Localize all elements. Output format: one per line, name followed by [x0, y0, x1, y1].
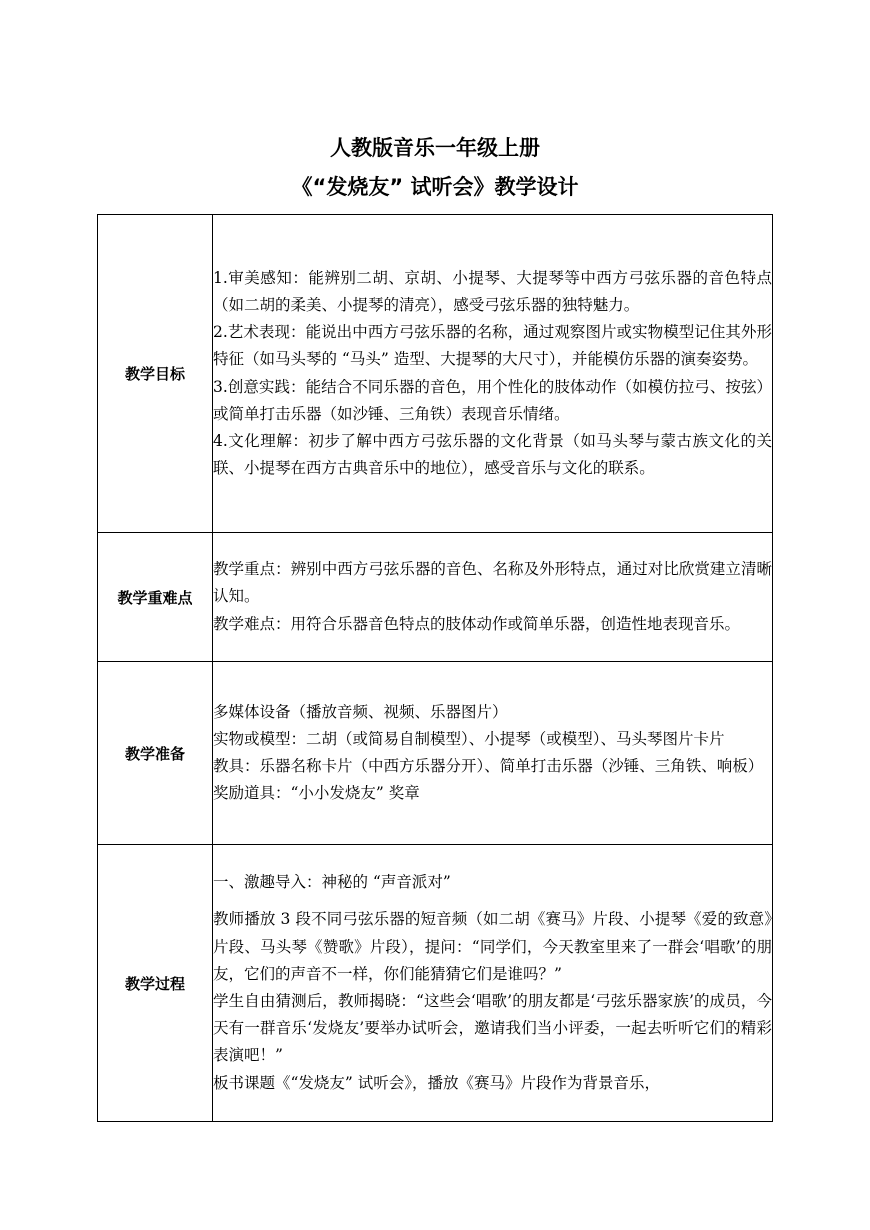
key-point-item: 教学重点：辨别中西方弓弦乐器的音色、名称及外形特点，通过对比欣赏建立清晰认知。 [213, 560, 772, 606]
row-preparation [98, 662, 773, 845]
process-item: 教师播放 3 段不同弓弦乐器的短音频（如二胡《赛马》片段、小提琴《爱的致意》片段、马头琴《赞歌》片段），提问：“同学们，今天教室里来了一群会‘唱歌’的朋友，它们的声音不一样，你们能猜猜它们是谁吗？” [213, 910, 772, 983]
objective-item: 1.审美感知：能辨别二胡、京胡、小提琴、大提琴等中西方弓弦乐器的音色特点（如二胡的柔美、小提琴的清亮），感受弓弦乐器的独特魅力。 [213, 268, 772, 314]
row-objectives [98, 215, 773, 533]
content-objectives [213, 215, 773, 533]
document-title: 人教版音乐一年级上册 [330, 136, 540, 160]
label-process: 教学过程 [98, 845, 213, 1122]
preparation-item: 奖励道具：“小小发烧友” 奖章 [213, 784, 420, 803]
process-heading: 一、激趣导入：神秘的 “声音派对” [213, 873, 451, 892]
key-point-item: 教学难点：用符合乐器音色特点的肢体动作或简单乐器，创造性地表现音乐。 [213, 614, 741, 633]
label-objectives: 教学目标 [98, 215, 213, 533]
objective-item: 3.创意实践：能结合不同乐器的音色，用个性化的肢体动作（如模仿拉弓、按弦）或简单打击乐器（如沙锤、三角铁）表现音乐情绪。 [213, 377, 772, 423]
objective-item: 2.艺术表现：能说出中西方弓弦乐器的名称，通过观察图片或实物模型记住其外形特征（如马头琴的 “马头” 造型、大提琴的大尺寸），并能模仿乐器的演奏姿势。 [213, 323, 772, 369]
process-item: 学生自由猜测后，教师揭晓：“这些会‘唱歌’的朋友都是‘弓弦乐器家族’的成员，今天有一群音乐‘发烧友’要举办试听会，邀请我们当小评委，一起去听听它们的精彩表演吧！” [213, 992, 772, 1065]
row-process [98, 845, 773, 1122]
preparation-item: 实物或模型：二胡（或简易自制模型）、小提琴（或模型）、马头琴图片卡片 [213, 729, 725, 748]
label-key-points: 教学重难点 [98, 533, 213, 662]
preparation-item: 教具：乐器名称卡片（中西方乐器分开）、简单打击乐器（沙锤、三角铁、响板） [213, 757, 764, 775]
document-subtitle: 《“发烧友” 试听会》教学设计 [291, 175, 579, 199]
label-preparation: 教学准备 [98, 662, 213, 845]
content-key-points [213, 533, 773, 662]
row-key-points [98, 533, 773, 662]
content-process [213, 845, 773, 1122]
objective-item: 4.文化理解：初步了解中西方弓弦乐器的文化背景（如马头琴与蒙古族文化的关联、小提琴在西方古典音乐中的地位），感受音乐与文化的联系。 [213, 431, 772, 478]
lesson-plan-table [97, 214, 773, 1122]
content-preparation [213, 662, 773, 845]
process-item: 板书课题《“发烧友” 试听会》，播放《赛马》片段作为背景音乐， [213, 1073, 661, 1092]
preparation-item: 多媒体设备（播放音频、视频、乐器图片） [213, 702, 508, 721]
